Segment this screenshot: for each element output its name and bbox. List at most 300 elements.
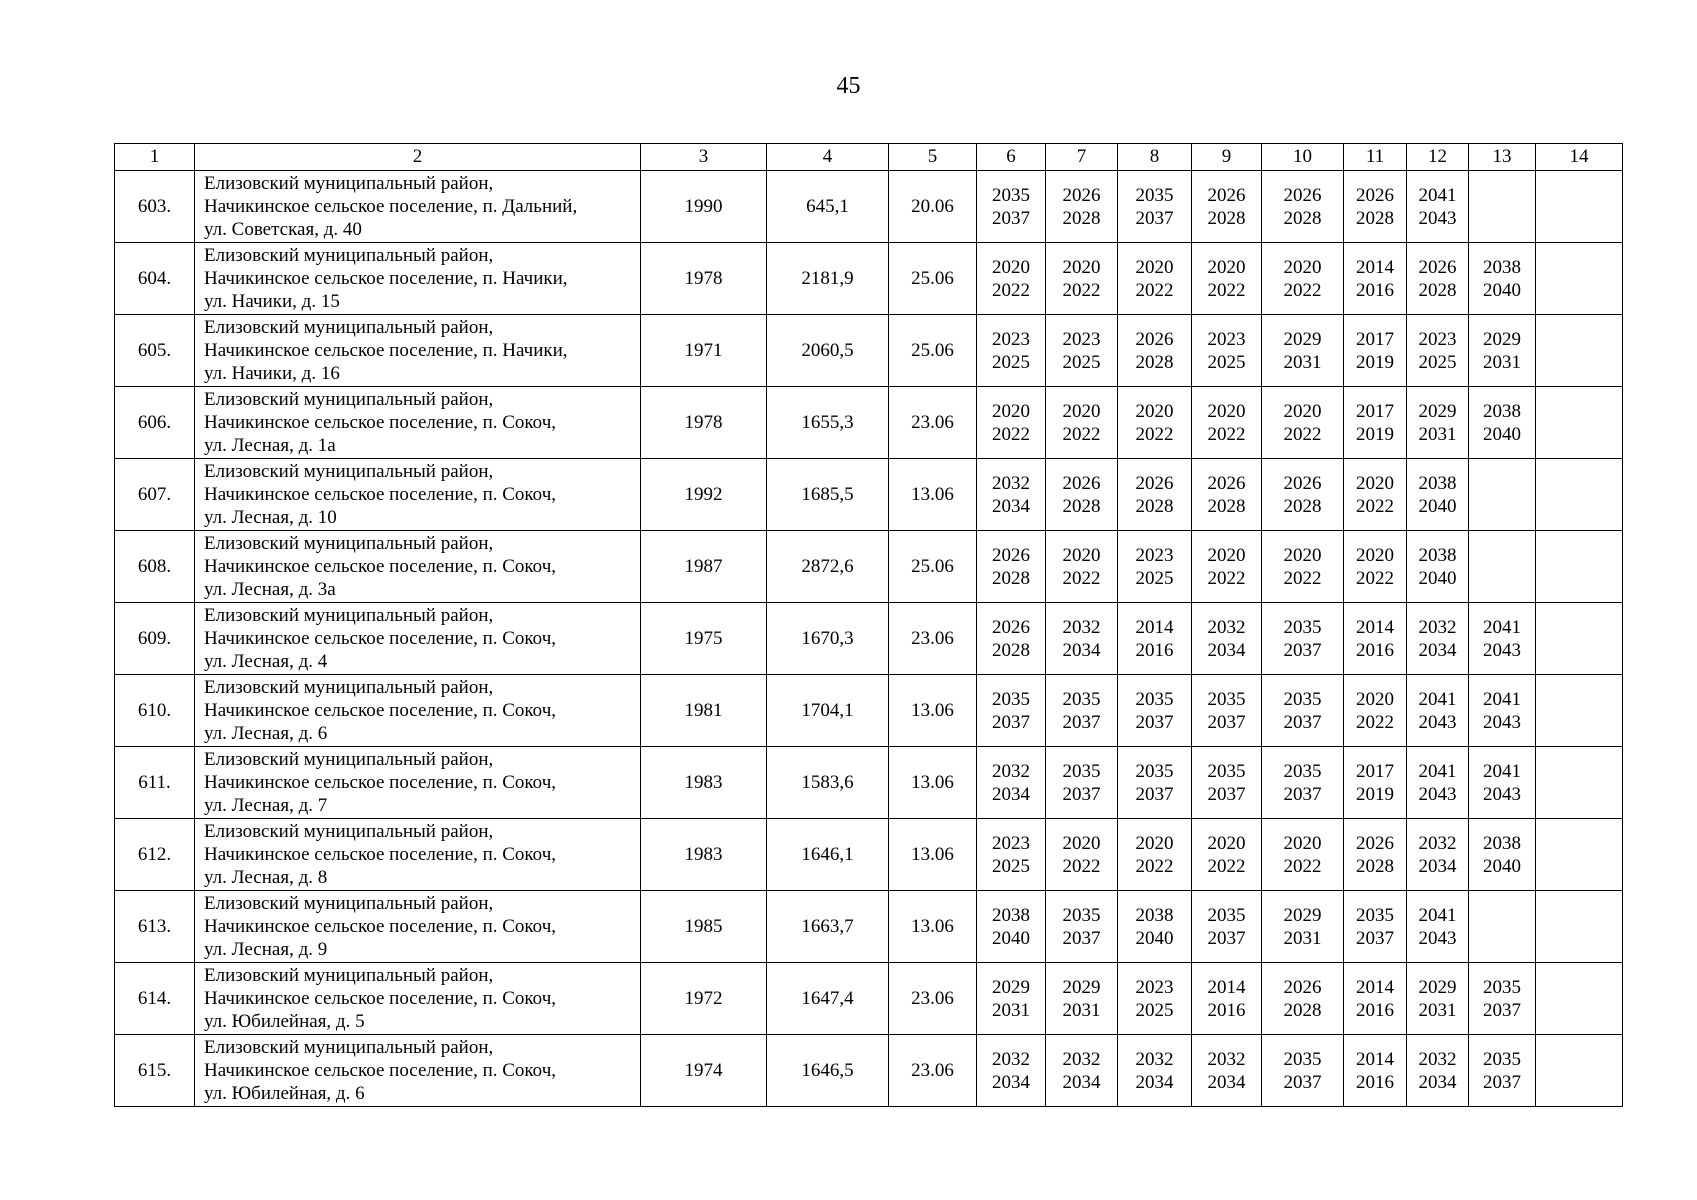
period-cell [977, 459, 1046, 531]
period-cell [1192, 531, 1262, 603]
period-end: 2037 [1356, 927, 1394, 949]
period-start: 2020 [1207, 544, 1246, 566]
column-header: 4 [767, 144, 889, 171]
period-cell [1469, 819, 1536, 891]
period-start: 2014 [1356, 976, 1394, 998]
code-cell: 23.06 [889, 387, 977, 459]
row-number: 614. [115, 963, 195, 1035]
column-header: 8 [1118, 144, 1192, 171]
period-end: 2022 [1207, 279, 1246, 301]
period-start: 2035 [1062, 904, 1101, 926]
code-cell: 13.06 [889, 747, 977, 819]
code-cell: 23.06 [889, 1035, 977, 1107]
period-cell [1262, 819, 1344, 891]
period-start: 2032 [1207, 616, 1246, 638]
period-cell [1192, 891, 1262, 963]
row-number: 615. [115, 1035, 195, 1107]
address-line: Начикинское сельское поселение, п. Сокоч, [204, 844, 557, 865]
period-end: 2037 [1283, 711, 1322, 733]
period-cell [1407, 963, 1469, 1035]
period-cell [1469, 171, 1536, 243]
period-start: 2014 [1356, 256, 1394, 278]
period-end: 2040 [992, 927, 1030, 949]
period-start: 2032 [992, 472, 1030, 494]
column-header: 5 [889, 144, 977, 171]
area-cell: 1670,3 [767, 603, 889, 675]
address-line: Начикинское сельское поселение, п. Начики, [204, 340, 568, 361]
period-start: 2026 [1135, 472, 1174, 494]
period-start: 2029 [1283, 328, 1322, 350]
period-end: 2034 [992, 783, 1030, 805]
period-end: 2022 [1062, 855, 1101, 877]
period-start: 2026 [1283, 472, 1322, 494]
period-end: 2019 [1356, 351, 1394, 373]
period-cell [1118, 243, 1192, 315]
table-row [115, 603, 1623, 675]
period-start: 2020 [992, 256, 1030, 278]
address-line: Начикинское сельское поселение, п. Сокоч, [204, 772, 557, 793]
address-line: Елизовский муниципальный район, [204, 1037, 494, 1058]
code-cell: 23.06 [889, 603, 977, 675]
period-start: 2023 [992, 832, 1030, 854]
period-cell [1046, 531, 1118, 603]
column-header: 2 [195, 144, 641, 171]
period-end: 2025 [1418, 351, 1457, 373]
period-start: 2029 [1418, 400, 1457, 422]
row-number: 612. [115, 819, 195, 891]
period-cell [977, 675, 1046, 747]
year-cell: 1981 [641, 675, 767, 747]
period-end: 2028 [992, 639, 1030, 661]
period-cell [1407, 243, 1469, 315]
period-end: 2040 [1418, 495, 1457, 517]
period-start: 2023 [1135, 976, 1174, 998]
period-cell [1118, 315, 1192, 387]
period-start: 2023 [1062, 328, 1101, 350]
code-cell: 20.06 [889, 171, 977, 243]
year-cell: 1971 [641, 315, 767, 387]
period-start: 2023 [1135, 544, 1174, 566]
period-end: 2043 [1418, 927, 1457, 949]
period-end: 2031 [1418, 423, 1457, 445]
code-cell: 25.06 [889, 243, 977, 315]
period-cell [1344, 819, 1407, 891]
period-end: 2040 [1418, 567, 1457, 589]
address-cell [195, 243, 641, 315]
period-start: 2026 [1356, 832, 1394, 854]
period-end: 2028 [1356, 855, 1394, 877]
period-start: 2038 [1418, 544, 1457, 566]
period-cell [1344, 963, 1407, 1035]
area-cell: 1583,6 [767, 747, 889, 819]
period-end: 2022 [1135, 423, 1174, 445]
period-start: 2038 [1483, 400, 1521, 422]
period-end: 2037 [1207, 927, 1246, 949]
period-end: 2034 [992, 1071, 1030, 1093]
address-cell [195, 747, 641, 819]
period-start: 2014 [1207, 976, 1246, 998]
table-row [115, 387, 1623, 459]
address-line: ул. Начики, д. 15 [204, 291, 340, 312]
period-cell [1344, 531, 1407, 603]
address-line: ул. Лесная, д. 9 [204, 939, 328, 960]
period-cell [1192, 387, 1262, 459]
period-start: 2026 [1207, 184, 1246, 206]
period-cell [1118, 387, 1192, 459]
address-line: Елизовский муниципальный район, [204, 173, 494, 194]
period-start: 2041 [1483, 688, 1521, 710]
period-cell [1469, 675, 1536, 747]
period-start: 2023 [1418, 328, 1457, 350]
period-start: 2041 [1418, 688, 1457, 710]
period-start: 2020 [1062, 400, 1101, 422]
area-cell: 2181,9 [767, 243, 889, 315]
address-line: Начикинское сельское поселение, п. Сокоч, [204, 412, 557, 433]
code-cell: 13.06 [889, 819, 977, 891]
address-cell [195, 1035, 641, 1107]
period-end: 2022 [1062, 279, 1101, 301]
period-cell [977, 819, 1046, 891]
period-end: 2034 [1418, 855, 1457, 877]
period-end: 2022 [992, 423, 1030, 445]
period-start: 2020 [1356, 472, 1394, 494]
period-cell [1536, 675, 1623, 747]
period-cell [1192, 459, 1262, 531]
period-start: 2035 [1062, 760, 1101, 782]
period-start: 2035 [1283, 1048, 1322, 1070]
period-end: 2037 [992, 711, 1030, 733]
period-start: 2020 [1283, 544, 1322, 566]
address-line: ул. Лесная, д. 3а [204, 579, 336, 600]
period-cell [1118, 603, 1192, 675]
row-number: 606. [115, 387, 195, 459]
period-start: 2032 [1135, 1048, 1174, 1070]
period-start: 2035 [1207, 760, 1246, 782]
period-cell [1407, 459, 1469, 531]
period-cell [1262, 459, 1344, 531]
period-cell [977, 891, 1046, 963]
table-row [115, 531, 1623, 603]
period-end: 2022 [1283, 423, 1322, 445]
period-start: 2026 [1207, 472, 1246, 494]
area-cell: 1646,1 [767, 819, 889, 891]
period-end: 2016 [1356, 639, 1394, 661]
period-cell [1192, 315, 1262, 387]
period-cell [1046, 603, 1118, 675]
period-cell [1469, 459, 1536, 531]
period-start: 2032 [1062, 616, 1101, 638]
period-start: 2020 [1356, 544, 1394, 566]
row-number: 613. [115, 891, 195, 963]
period-end: 2025 [992, 351, 1030, 373]
period-cell [1469, 387, 1536, 459]
area-cell: 1647,4 [767, 963, 889, 1035]
column-header: 6 [977, 144, 1046, 171]
row-number: 610. [115, 675, 195, 747]
period-cell [1344, 459, 1407, 531]
period-end: 2037 [1062, 783, 1101, 805]
period-end: 2028 [1283, 207, 1322, 229]
address-line: Начикинское сельское поселение, п. Сокоч, [204, 916, 557, 937]
year-cell: 1972 [641, 963, 767, 1035]
year-cell: 1985 [641, 891, 767, 963]
period-cell [1407, 891, 1469, 963]
address-cell [195, 531, 641, 603]
column-header: 10 [1262, 144, 1344, 171]
period-end: 2037 [992, 207, 1030, 229]
table-row [115, 243, 1623, 315]
period-end: 2034 [1062, 639, 1101, 661]
period-end: 2022 [1283, 279, 1322, 301]
period-end: 2016 [1135, 639, 1174, 661]
period-cell [1536, 819, 1623, 891]
period-cell [1536, 459, 1623, 531]
period-start: 2038 [1418, 472, 1457, 494]
period-cell [1192, 243, 1262, 315]
period-start: 2032 [992, 1048, 1030, 1070]
period-end: 2031 [1483, 351, 1521, 373]
period-cell [1192, 171, 1262, 243]
period-end: 2037 [1207, 783, 1246, 805]
address-line: Елизовский муниципальный район, [204, 317, 494, 338]
period-start: 2035 [1483, 976, 1521, 998]
period-start: 2020 [1135, 256, 1174, 278]
address-cell [195, 387, 641, 459]
period-cell [1192, 1035, 1262, 1107]
period-cell [1046, 747, 1118, 819]
period-cell [1407, 819, 1469, 891]
address-cell [195, 459, 641, 531]
year-cell: 1983 [641, 747, 767, 819]
period-cell [1469, 315, 1536, 387]
column-header: 13 [1469, 144, 1536, 171]
period-start: 2032 [1062, 1048, 1101, 1070]
period-end: 2037 [1283, 1071, 1322, 1093]
period-end: 2031 [1418, 999, 1457, 1021]
period-end: 2028 [1135, 351, 1174, 373]
period-cell [1118, 1035, 1192, 1107]
column-header: 1 [115, 144, 195, 171]
period-start: 2020 [1207, 832, 1246, 854]
period-end: 2034 [1207, 1071, 1246, 1093]
address-line: ул. Лесная, д. 8 [204, 867, 328, 888]
period-cell [1262, 891, 1344, 963]
period-end: 2043 [1418, 711, 1457, 733]
period-end: 2040 [1483, 279, 1521, 301]
period-start: 2035 [1483, 1048, 1521, 1070]
period-cell [977, 1035, 1046, 1107]
period-end: 2022 [1283, 567, 1322, 589]
address-line: Елизовский муниципальный район, [204, 245, 494, 266]
period-cell [1407, 1035, 1469, 1107]
period-cell [1536, 1035, 1623, 1107]
period-end: 2037 [1135, 207, 1174, 229]
period-cell [1262, 243, 1344, 315]
period-end: 2043 [1418, 207, 1457, 229]
period-cell [1262, 963, 1344, 1035]
year-cell: 1974 [641, 1035, 767, 1107]
table-row [115, 747, 1623, 819]
period-start: 2017 [1356, 760, 1394, 782]
period-cell [1344, 387, 1407, 459]
code-cell: 13.06 [889, 459, 977, 531]
period-cell [977, 603, 1046, 675]
period-end: 2043 [1418, 783, 1457, 805]
period-start: 2026 [1283, 976, 1322, 998]
column-header: 12 [1407, 144, 1469, 171]
period-end: 2028 [1356, 207, 1394, 229]
period-end: 2037 [1062, 711, 1101, 733]
period-cell [1344, 891, 1407, 963]
period-cell [1469, 1035, 1536, 1107]
period-cell [1192, 747, 1262, 819]
period-cell [1118, 459, 1192, 531]
period-cell [1344, 1035, 1407, 1107]
page-number: 45 [836, 73, 861, 99]
period-start: 2029 [992, 976, 1030, 998]
period-start: 2038 [1135, 904, 1174, 926]
period-end: 2022 [992, 279, 1030, 301]
period-cell [1407, 675, 1469, 747]
period-start: 2029 [1418, 976, 1457, 998]
period-start: 2017 [1356, 328, 1394, 350]
period-cell [1536, 963, 1623, 1035]
period-end: 2022 [1356, 711, 1394, 733]
area-cell: 1663,7 [767, 891, 889, 963]
period-end: 2019 [1356, 423, 1394, 445]
period-cell [1469, 603, 1536, 675]
period-end: 2037 [1283, 783, 1322, 805]
period-cell [1118, 819, 1192, 891]
period-start: 2041 [1418, 184, 1457, 206]
period-cell [1407, 315, 1469, 387]
period-start: 2014 [1135, 616, 1174, 638]
code-cell: 13.06 [889, 891, 977, 963]
period-end: 2034 [1418, 1071, 1457, 1093]
period-cell [1262, 675, 1344, 747]
period-cell [1118, 531, 1192, 603]
period-end: 2034 [1135, 1071, 1174, 1093]
period-end: 2019 [1356, 783, 1394, 805]
period-start: 2038 [992, 904, 1030, 926]
year-cell: 1990 [641, 171, 767, 243]
period-start: 2041 [1483, 616, 1521, 638]
row-number: 604. [115, 243, 195, 315]
period-end: 2025 [1207, 351, 1246, 373]
period-end: 2022 [1062, 567, 1101, 589]
period-cell [1118, 891, 1192, 963]
area-cell: 645,1 [767, 171, 889, 243]
period-end: 2034 [1207, 639, 1246, 661]
address-line: Начикинское сельское поселение, п. Сокоч, [204, 628, 557, 649]
period-start: 2026 [1283, 184, 1322, 206]
period-start: 2038 [1483, 832, 1521, 854]
period-end: 2028 [1207, 495, 1246, 517]
period-start: 2014 [1356, 616, 1394, 638]
period-start: 2026 [1135, 328, 1174, 350]
period-end: 2037 [1283, 639, 1322, 661]
period-cell [1407, 531, 1469, 603]
period-cell [1344, 171, 1407, 243]
period-start: 2032 [1207, 1048, 1246, 1070]
area-cell: 2872,6 [767, 531, 889, 603]
table-row [115, 891, 1623, 963]
address-line: Елизовский муниципальный район, [204, 677, 494, 698]
area-cell: 1685,5 [767, 459, 889, 531]
period-start: 2026 [992, 616, 1030, 638]
address-cell [195, 891, 641, 963]
period-end: 2037 [1135, 783, 1174, 805]
row-number: 607. [115, 459, 195, 531]
period-end: 2028 [1418, 279, 1457, 301]
period-start: 2020 [1135, 832, 1174, 854]
period-end: 2037 [1483, 999, 1521, 1021]
period-end: 2022 [1135, 279, 1174, 301]
period-cell [1046, 891, 1118, 963]
area-cell: 1655,3 [767, 387, 889, 459]
period-start: 2035 [1207, 688, 1246, 710]
year-cell: 1987 [641, 531, 767, 603]
period-start: 2035 [1135, 184, 1174, 206]
period-cell [1046, 963, 1118, 1035]
address-cell [195, 171, 641, 243]
period-end: 2037 [1207, 711, 1246, 733]
period-end: 2028 [1062, 207, 1101, 229]
period-start: 2041 [1418, 904, 1457, 926]
address-line: ул. Лесная, д. 10 [204, 507, 337, 528]
column-header: 14 [1536, 144, 1623, 171]
year-cell: 1978 [641, 387, 767, 459]
address-cell [195, 819, 641, 891]
period-end: 2040 [1483, 855, 1521, 877]
period-start: 2020 [992, 400, 1030, 422]
table-row [115, 1035, 1623, 1107]
period-cell [1262, 747, 1344, 819]
period-end: 2016 [1356, 1071, 1394, 1093]
row-number: 609. [115, 603, 195, 675]
code-cell: 25.06 [889, 315, 977, 387]
period-cell [1046, 1035, 1118, 1107]
period-cell [1046, 387, 1118, 459]
table-row [115, 819, 1623, 891]
address-line: Начикинское сельское поселение, п. Начики, [204, 268, 568, 289]
address-line: Начикинское сельское поселение, п. Сокоч, [204, 988, 557, 1009]
period-end: 2037 [1483, 1071, 1521, 1093]
register-table [114, 143, 1623, 1107]
period-end: 2031 [1283, 351, 1322, 373]
period-start: 2032 [992, 760, 1030, 782]
period-cell [1046, 315, 1118, 387]
address-line: Начикинское сельское поселение, п. Сокоч, [204, 1060, 557, 1081]
period-start: 2032 [1418, 1048, 1457, 1070]
period-start: 2020 [1207, 256, 1246, 278]
period-start: 2020 [1062, 256, 1101, 278]
period-start: 2020 [1135, 400, 1174, 422]
address-cell [195, 603, 641, 675]
period-cell [1262, 1035, 1344, 1107]
period-end: 2043 [1483, 711, 1521, 733]
column-header: 11 [1344, 144, 1407, 171]
code-cell: 23.06 [889, 963, 977, 1035]
period-end: 2022 [1207, 855, 1246, 877]
code-cell: 13.06 [889, 675, 977, 747]
period-end: 2025 [1135, 999, 1174, 1021]
area-cell: 1704,1 [767, 675, 889, 747]
period-start: 2029 [1483, 328, 1521, 350]
period-cell [1469, 963, 1536, 1035]
period-start: 2020 [1062, 544, 1101, 566]
period-cell [1344, 603, 1407, 675]
